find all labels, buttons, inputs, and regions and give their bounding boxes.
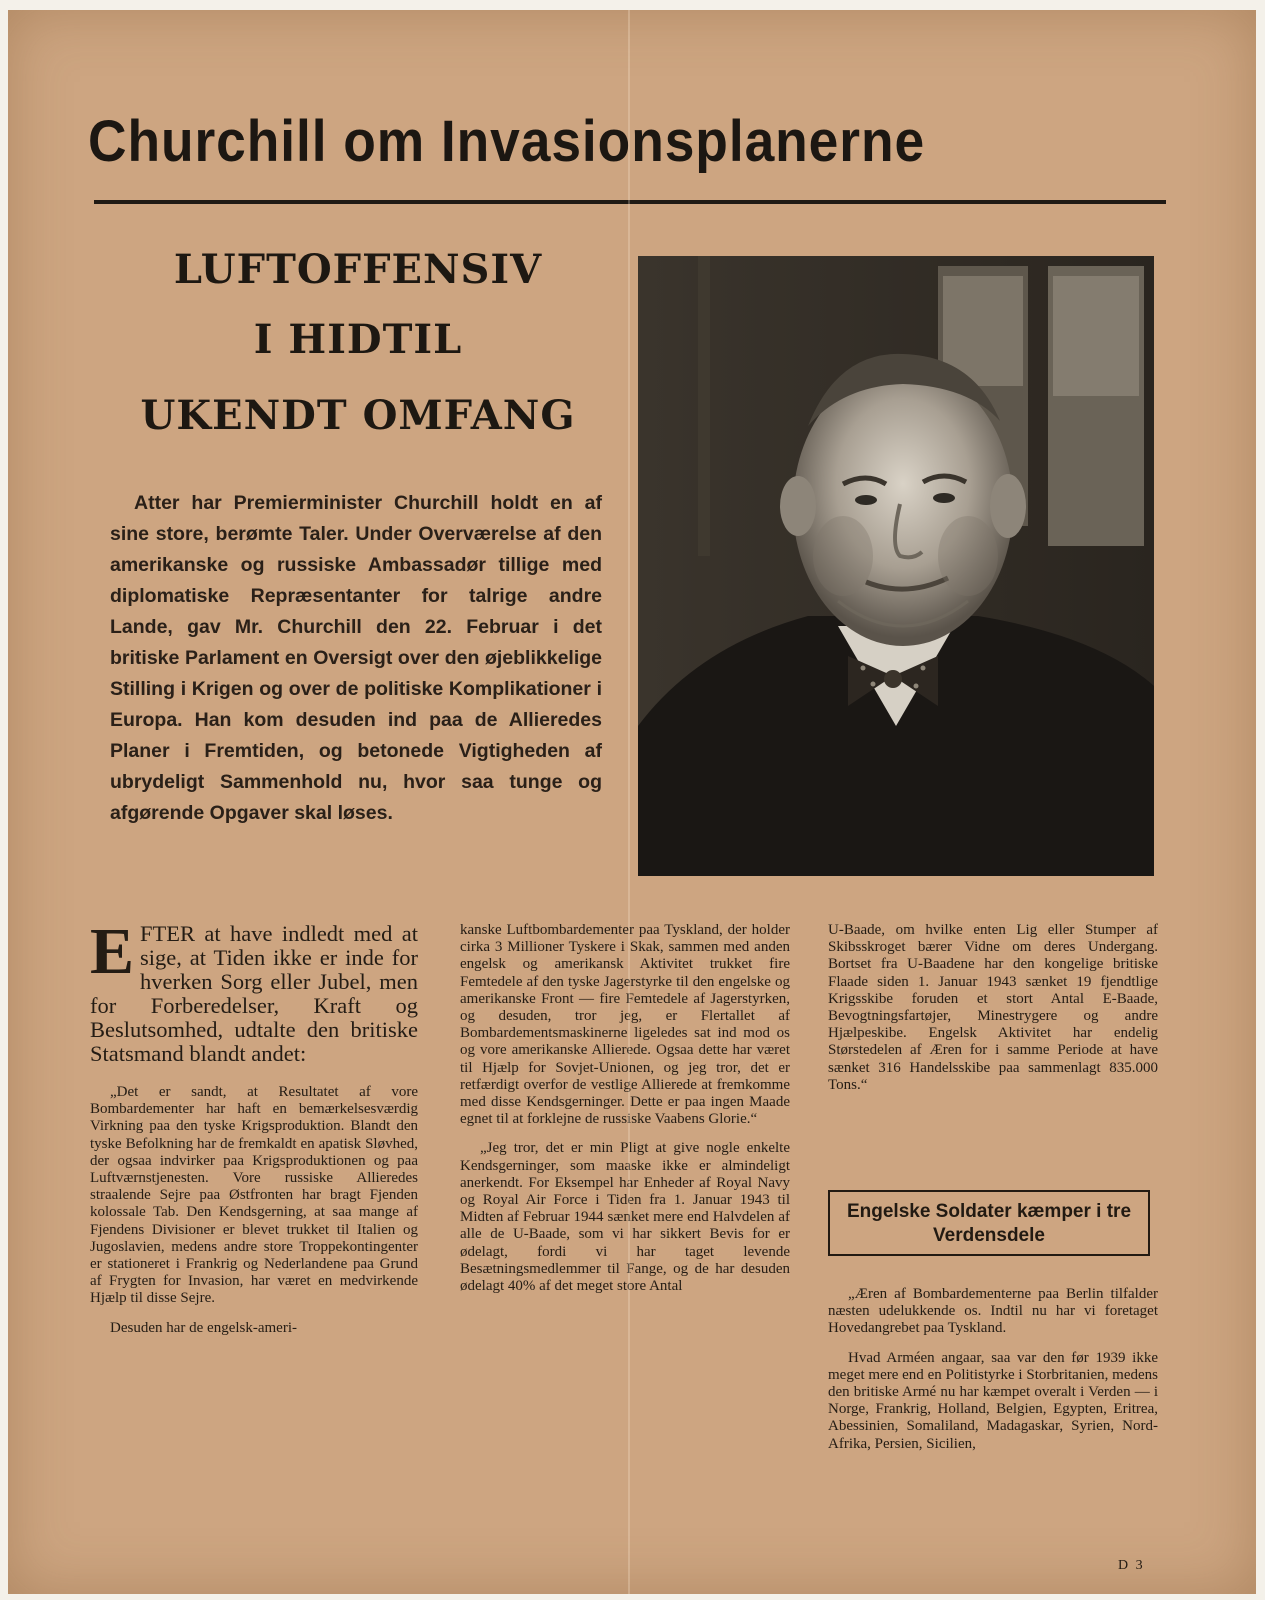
column1-paragraph-1: „Det er sandt, at Resultatet af vore Bombardementer har haft en bemærkelsesværdig Virkning paa den tyske Krigsproduktion. Blandt den tyske Befolkning har de fremkaldt en apatisk Sløvhed, der ogsaa indvirker paa Krigsproduktionen og paa Luftværnstjenesten. Vore russiske Allieredes straalende Sejre paa Østfronten har bragt Fjenden kolossale Tab. Den Kendsgerning, at saa mange af Fjendens Divisioner er blevet trukket til Italien og Jugoslavien, medens andre store Troppekontingenter er stationeret i Frankrig og Nederlandene paa Grund af Frygten for Invasion, har været en medvirkende Hjælp til disse Sejre. [90,1084,418,1307]
article-column-3 [828,922,1158,1106]
column3-paragraph-1: U-Baade, om hvilke enten Lig eller Stumper af Skibsskroget bærer Vidne om deres Undergang. Bortset fra U-Baadene har den kongelige britiske Flaade siden 1. Januar 1943 sænket 19 fjendtlige Krigsskibe foruden et stort Antal E-Baade, Bevogtningsfartøjer, Minestrygere og andre Hjælpeskibe. Engelsk Aktivitet har endelig Størstedelen af Æren for i samme Periode at have sænket 316 Handelsskibe paa sammenlagt 835.000 Tons.“ [828,922,1158,1093]
column3-paragraph-3: Hvad Arméen angaar, saa var den før 1939 ikke meget mere end en Politistyrke i Storbritanien, medens den britiske Armé nu har kæmpet overalt i Verden — i Norge, Frankrig, Holland, Belgien, Egypten, Eritrea, Abessinien, Somaliland, Madagaskar, Syrien, Nord-Afrika, Persien, Sicilien, [828,1349,1158,1452]
column3-paragraph-2: „Æren af Bombardementerne paa Berlin tilfalder næsten udelukkende os. Indtil nu har vi foretaget Hovedangrebet paa Tyskland. [828,1286,1158,1337]
column2-paragraph-2: „Jeg tror, det er min Pligt at give nogle enkelte Kendsgerninger, som maaske ikke er almindeligt anerkendt. For Eksempel har Enheder af Royal Navy og Royal Air Force i Tiden fra 1. Januar 1943 til Midten af Februar 1944 sænket mere end Halvdelen af alle de U-Baade, som vi har sikkert Bevis for er ødelagt, fordi vi har taget levende Besætningsmedlemmer til Fange, og de har desuden ødelagt 40% af det meget store Antal [460,1140,790,1295]
portrait-photo [638,256,1154,876]
lead-paragraph [90,915,418,1066]
boxed-subheading: Engelske Soldater kæmper i tre Verdensdele [828,1190,1150,1256]
page-code: D 3 [1118,1558,1145,1573]
subhead-line-1: LUFTOFFENSIV [173,246,543,293]
column1-paragraph-2: Desuden har de engelsk-ameri- [110,1319,298,1336]
intro-paragraph [110,488,602,829]
headline-rule [94,200,1166,204]
churchill-portrait [638,256,1154,876]
subhead-line-2: I HIDTIL [253,316,463,363]
leaflet-page [8,10,1256,1594]
subhead-line-3: UKENDT OMFANG [140,392,576,439]
drop-cap: E [90,915,135,988]
article-column-1 [90,915,418,1349]
article-column-3-lower [828,1286,1158,1465]
column2-paragraph-1: kanske Luftbombardementer paa Tyskland, der holder cirka 3 Millioner Tyskere i Skak, sammen med anden engelsk og amerikansk Aktivitet trukket fire Femtedele af den tyske Jagerstyrke til den engelske og amerikanske Front — fire Femtedele af Jagerstyrken, og desuden, tror jeg, er Flertallet af Bombardementsmaskinerne ligeledes sat ind mod os og vore amerikanske Allierede. Ogsaa dette har været til Hjælp for Sovjet-Unionen, og jeg tror, det er retfærdigt overfor de vestlige Allierede at fremkomme med disse Kendsgerninger. Dette er paa ingen Maade egnet til at forklejne de russiske Vaabens Glorie.“ [460,922,790,1128]
headline: Churchill om Invasionsplanerne [88,109,926,174]
article-column-2 [460,922,790,1307]
lead-text: FTER at have indledt med at sige, at Tiden ikke er inde for hverken Sorg eller Jubel, men for Forberedelser, Kraft og Beslutsomhed, udtalte den britiske Statsmand blandt andet: [90,921,418,1066]
intro-text: Atter har Premierminister Churchill holdt en af sine store, berømte Taler. Under Overværelse af den amerikanske og russiske Ambassadør tillige med diplomatiske Repræsentanter for talrige andre Lande, gav Mr. Churchill den 22. Februar i det britiske Parlament en Oversigt over den øjeblikkelige Stilling i Krigen og over de politiske Komplikationer i Europa. Han kom desuden ind paa de Allieredes Planer i Fremtiden, og betonede Vigtigheden af ubrydeligt Sammenhold nu, hvor saa tunge og afgørende Opgaver skal løses. [110,492,602,824]
